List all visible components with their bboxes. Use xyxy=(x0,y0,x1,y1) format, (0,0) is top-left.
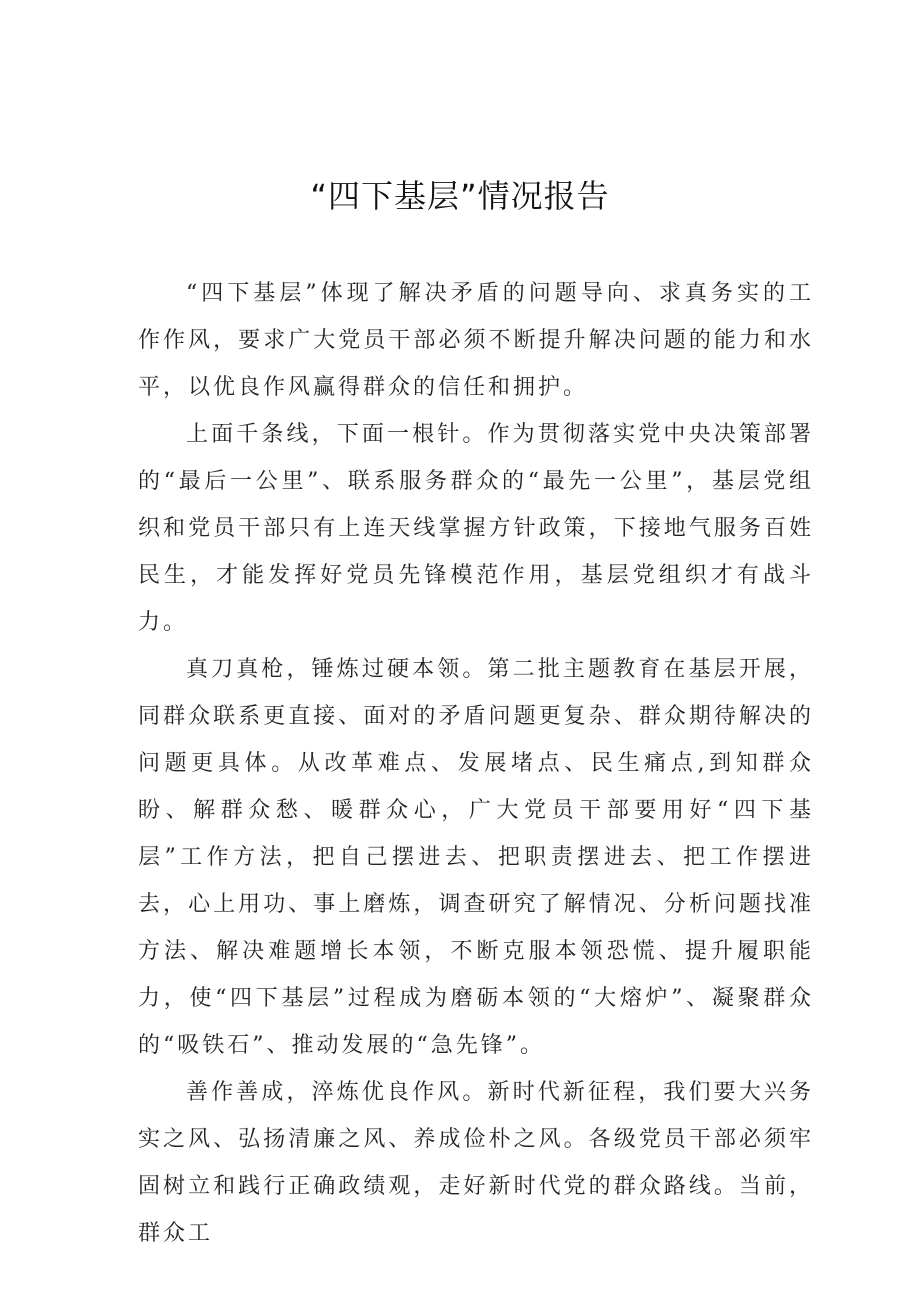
paragraph-3: 真刀真枪，锤炼过硬本领。第二批主题教育在基层开展，同群众联系更直接、面对的矛盾问题更复杂、群众期待解决的问题更具体。从改革难点、发展堵点、民生痛点,到知群众盼、解群众愁、暖群众心，广大党员干部要用好“四下基层”工作方法，把自己摆进去、把职责摆进去、把工作摆进去，心上用功、事上磨炼，调查研究了解情况、分析问题找准方法、解决难题增长本领，不断克服本领恐慌、提升履职能力，使“四下基层”过程成为磨砺本领的“大熔炉”、凝聚群众的“吸铁石”、推动发展的“急先锋”。 xyxy=(138,657,814,1058)
paragraph-2: 上面千条线，下面一根针。作为贯彻落实党中央决策部署的“最后一公里”、联系服务群众的“最先一公里”，基层党组织和党员干部只有上连天线掌握方针政策，下接地气服务百姓民生，才能发挥好党员先锋模范作用，基层党组织才有战斗力。 xyxy=(138,422,814,635)
paragraph-4: 善作善成，淬炼优良作风。新时代新征程，我们要大兴务实之风、弘扬清廉之风、养成俭朴之风。各级党员干部必须牢固树立和践行正确政绩观，走好新时代党的群众路线。当前，群众工 xyxy=(138,1080,814,1246)
document-body xyxy=(138,270,814,1257)
paragraph-1: “四下基层”体现了解决矛盾的问题导向、求真务实的工作作风，要求广大党员干部必须不断提升解决问题的能力和水平，以优良作风赢得群众的信任和拥护。 xyxy=(138,281,814,400)
document-title: “四下基层”情况报告 xyxy=(310,177,610,215)
